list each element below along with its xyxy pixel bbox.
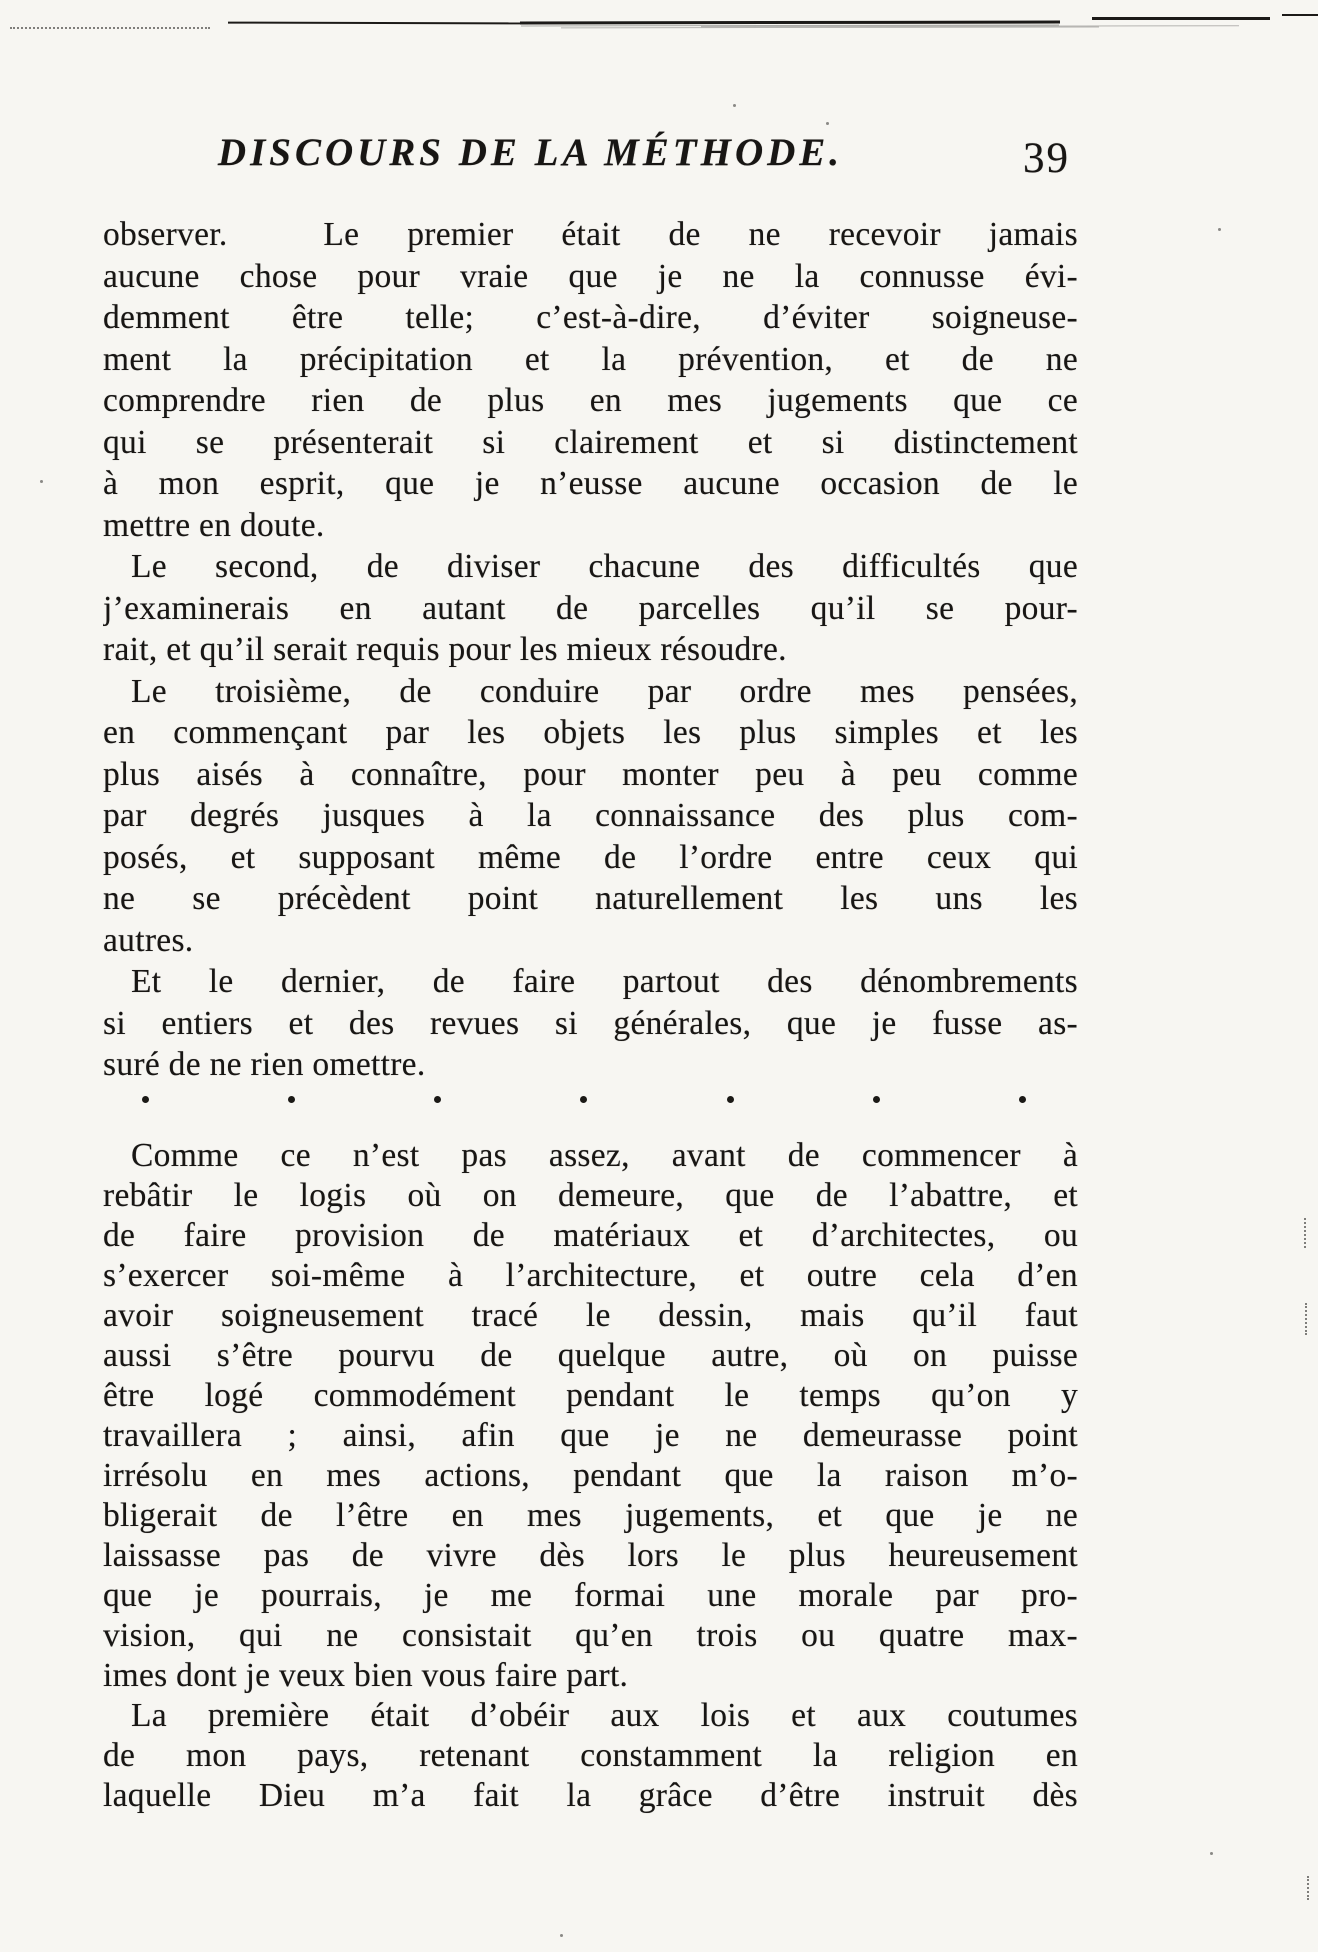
section-break-dots <box>142 1094 1026 1104</box>
text-line: bligerait de l’être en mes jugements, et que je ne <box>103 1497 1078 1534</box>
ellipsis-dot <box>142 1096 149 1103</box>
text-line: qui se présenterait si clairement et si distinctement <box>103 423 1078 461</box>
text-line: être logé commodément pendant le temps qu’on y <box>103 1377 1078 1414</box>
text-line: ne se précèdent point naturellement les uns les <box>103 880 1078 917</box>
text-line: que je pourrais, je me formai une morale par pro- <box>103 1577 1078 1614</box>
text-line: ment la précipitation et la prévention, et de ne <box>103 340 1078 378</box>
body-text-block-1 <box>103 214 1078 1086</box>
text-line: rait, et qu’il serait requis pour les mieux résoudre. <box>103 631 787 668</box>
text-line: rebâtir le logis où on demeure, que de l’abattre, et <box>103 1177 1078 1214</box>
text-line: vision, qui ne consistait qu’en trois ou quatre max- <box>103 1617 1078 1654</box>
text-line: La première était d’obéir aux lois et aux coutumes <box>131 1697 1078 1734</box>
text-line: comprendre rien de plus en mes jugements que ce <box>103 382 1078 419</box>
ellipsis-dot <box>727 1096 734 1103</box>
text-line: observer. Le premier était de ne recevoir jamais <box>103 216 1078 253</box>
body-text-block-2 <box>103 1136 1078 1816</box>
page-title: DISCOURS DE LA MÉTHODE. <box>217 131 844 174</box>
ellipsis-dot <box>873 1096 880 1103</box>
ellipsis-dot <box>434 1096 441 1103</box>
text-line: irrésolu en mes actions, pendant que la raison m’o- <box>103 1457 1078 1494</box>
scan-speck <box>560 1934 563 1937</box>
scan-speck <box>733 104 736 107</box>
text-line: Le troisième, de conduire par ordre mes pensées, <box>131 672 1078 710</box>
text-line: aucune chose pour vraie que je ne la connusse évi- <box>103 257 1078 295</box>
text-line: aussi s’être pourvu de quelque autre, où on puisse <box>103 1337 1078 1374</box>
text-line: avoir soigneusement tracé le dessin, mais qu’il faut <box>103 1297 1078 1334</box>
text-line: à mon esprit, que je n’eusse aucune occasion de le <box>103 465 1078 502</box>
scan-artifact-right-dots <box>1305 1303 1307 1335</box>
text-line: travaillera ; ainsi, afin que je ne demeurasse point <box>103 1417 1078 1454</box>
scan-artifact-top-line <box>228 22 528 25</box>
text-line: de mon pays, retenant constamment la religion en <box>103 1737 1078 1774</box>
scan-artifact-right-dots <box>1304 1218 1306 1248</box>
ellipsis-dot <box>580 1096 587 1103</box>
text-line: demment être telle; c’est-à-dire, d’éviter soigneuse- <box>103 299 1078 336</box>
text-line: laquelle Dieu m’a fait la grâce d’être instruit dès <box>103 1777 1078 1814</box>
text-line: mettre en doute. <box>103 506 325 544</box>
ellipsis-dot <box>288 1096 295 1103</box>
text-line: en commençant par les objets les plus simples et les <box>103 714 1078 751</box>
text-line: imes dont je veux bien vous faire part. <box>103 1657 629 1694</box>
scan-artifact-top-line <box>1282 14 1318 16</box>
text-line: suré de ne rien omettre. <box>103 1046 426 1083</box>
text-line: laissasse pas de vivre dès lors le plus heureusement <box>103 1537 1078 1574</box>
scan-artifact-right-dots <box>1307 1876 1309 1900</box>
text-line: Le second, de diviser chacune des difficultés que <box>131 548 1078 585</box>
scan-speck <box>826 122 829 125</box>
scan-artifact-top-line <box>1092 17 1270 20</box>
scan-speck <box>1210 1852 1213 1855</box>
text-line: de faire provision de matériaux et d’architectes, ou <box>103 1217 1078 1254</box>
text-line: plus aisés à connaître, pour monter peu à peu comme <box>103 755 1078 793</box>
text-line: autres. <box>103 921 194 959</box>
text-line: s’exercer soi-même à l’architecture, et outre cela d’en <box>103 1257 1078 1294</box>
scan-artifact-top-line <box>520 21 1060 25</box>
ellipsis-dot <box>1019 1096 1026 1103</box>
text-line: par degrés jusques à la connaissance des plus com- <box>103 797 1078 834</box>
scan-speck <box>40 480 43 483</box>
running-header <box>103 130 1078 192</box>
text-line: si entiers et des revues si générales, que je fusse as- <box>103 1004 1078 1042</box>
text-line: Comme ce n’est pas assez, avant de commencer à <box>131 1137 1078 1174</box>
text-line: Et le dernier, de faire partout des dénombrements <box>131 963 1078 1000</box>
text-line: posés, et supposant même de l’ordre entre ceux qui <box>103 838 1078 876</box>
page-number: 39 <box>1023 135 1070 182</box>
text-line: j’examinerais en autant de parcelles qu’il se pour- <box>103 589 1078 627</box>
scan-speck <box>1218 228 1221 231</box>
scan-artifact-top-line <box>10 27 210 31</box>
